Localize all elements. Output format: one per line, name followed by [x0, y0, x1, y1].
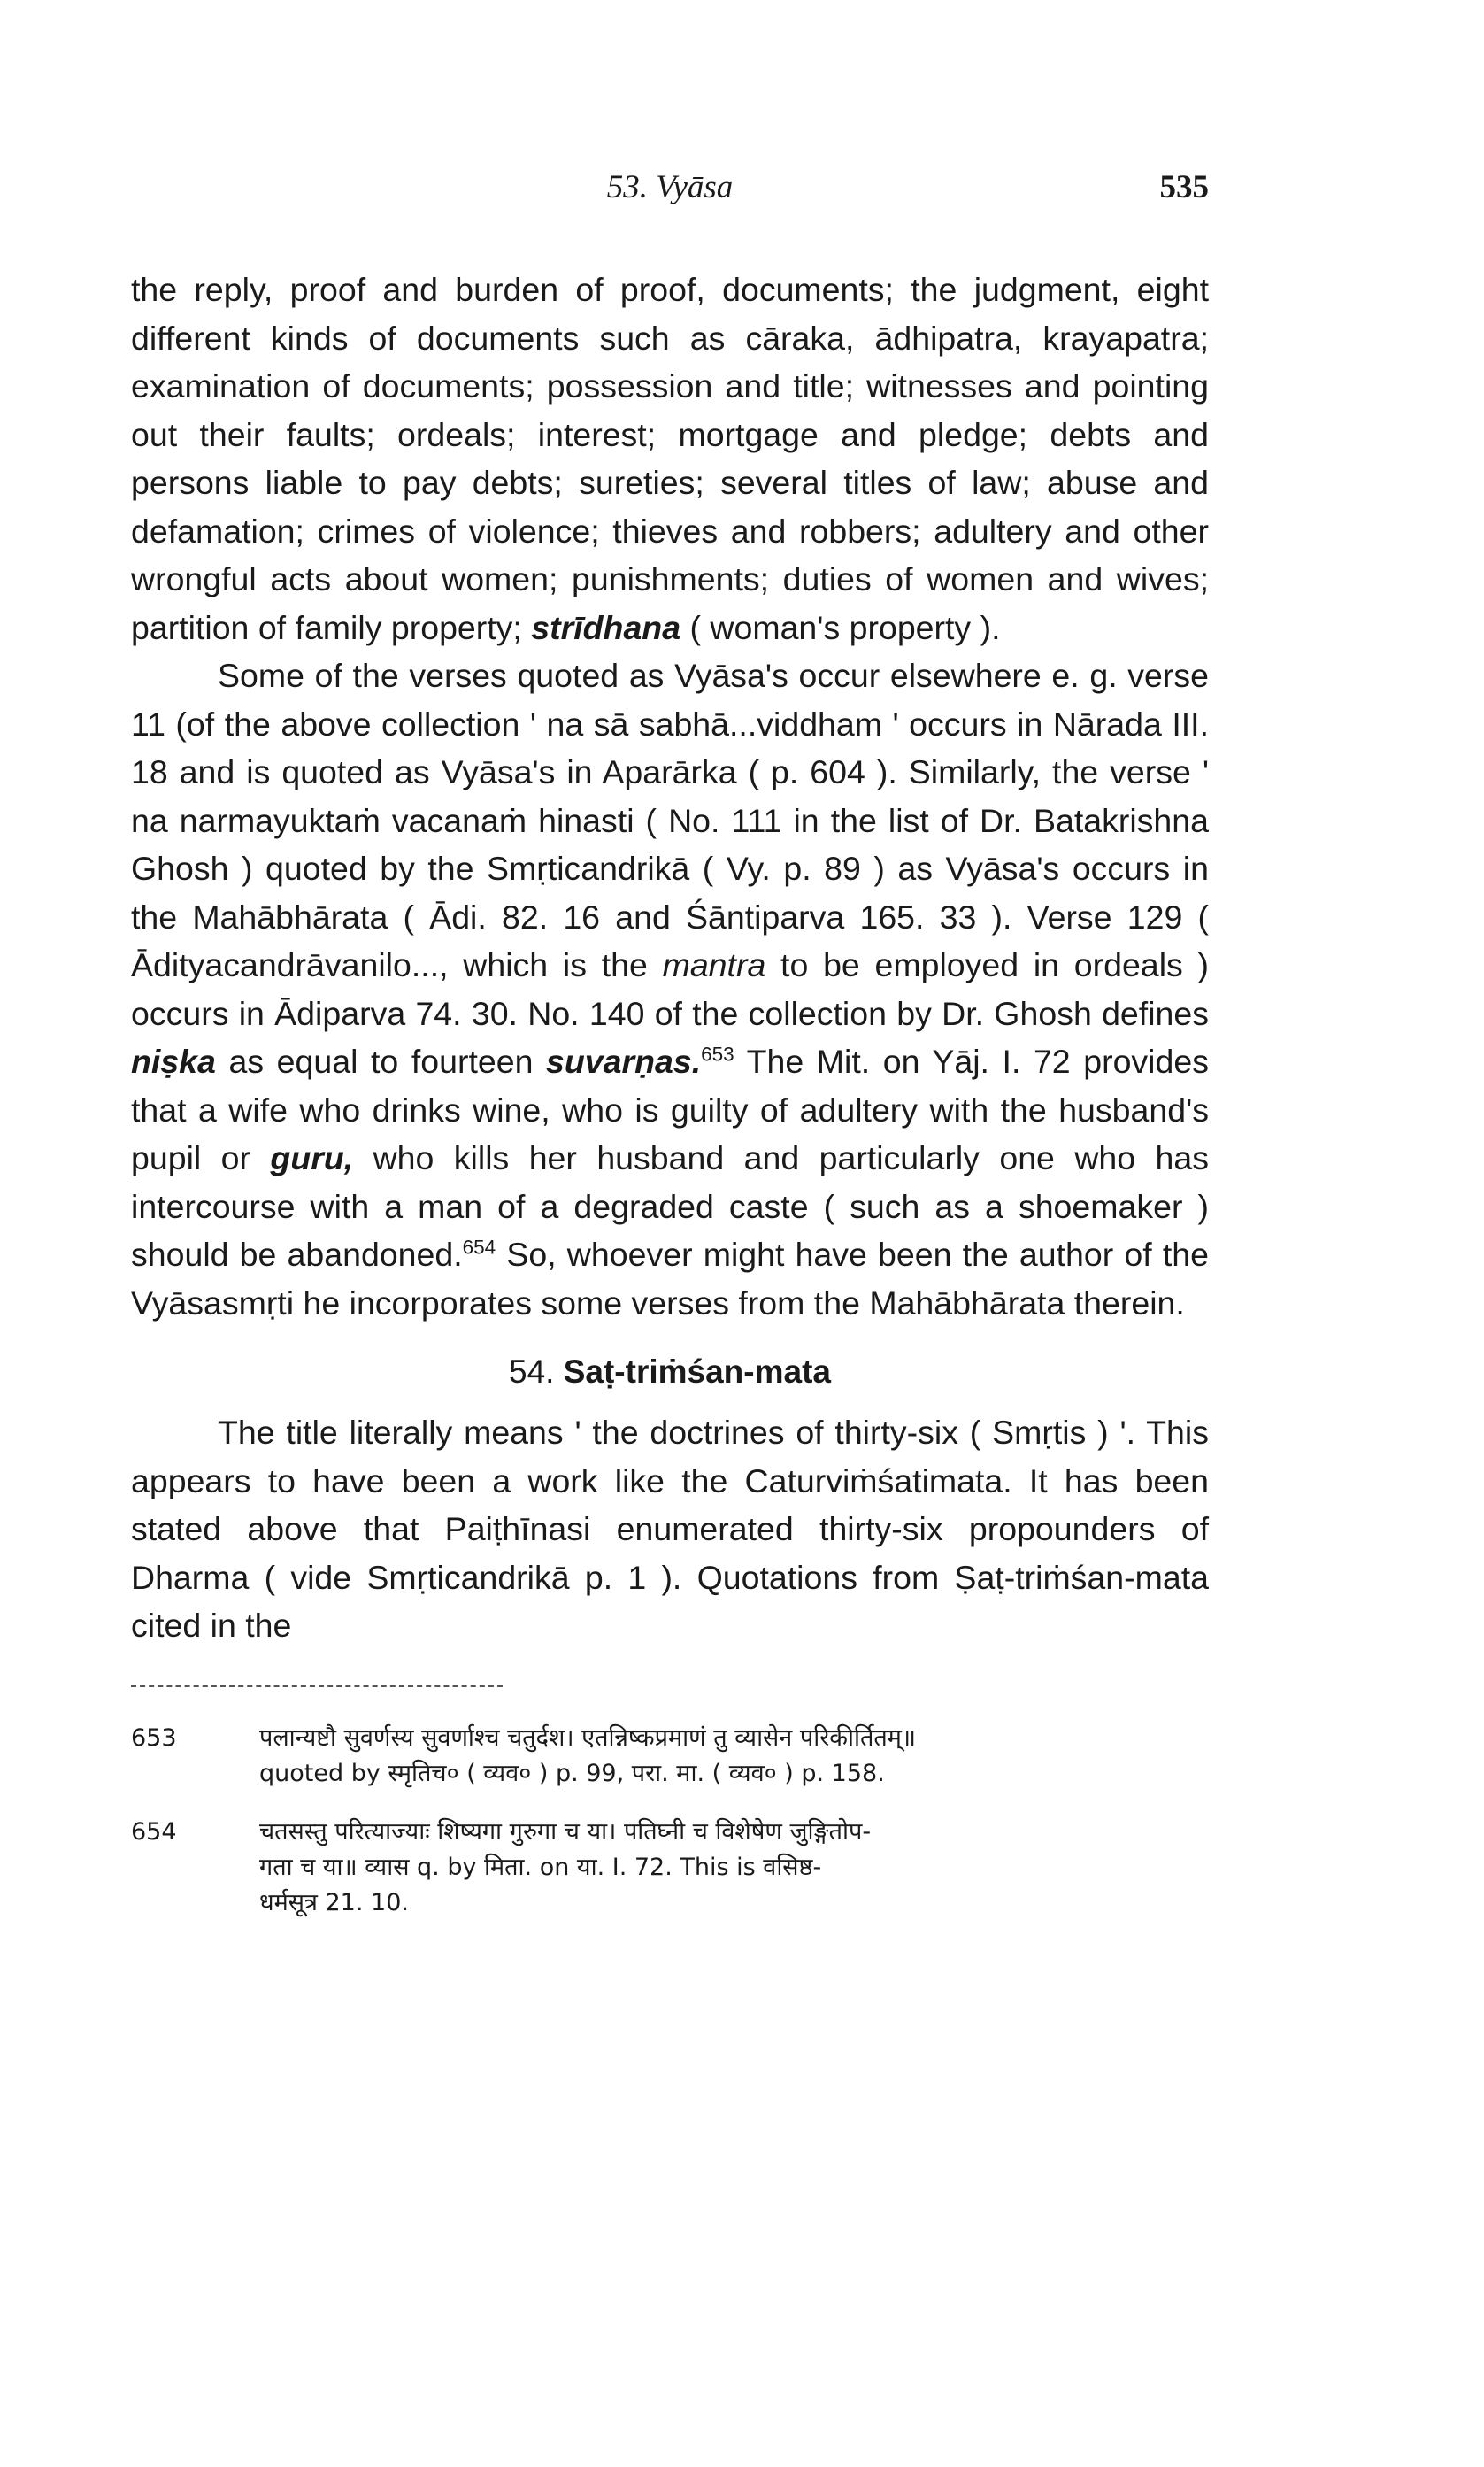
page-number: 535: [1159, 169, 1209, 205]
section-title: Saṭ-triṁśan-mata: [563, 1353, 831, 1390]
paragraph-1-tail: ( woman's property ).: [680, 608, 1001, 646]
footnote-line: पलान्यष्टौ सुवर्णस्य सुवर्णाश्च चतुर्दश। एतन्निष्कप्रमाणं तु व्यासेन परिकीर्तितम्॥: [259, 1723, 917, 1752]
footnote-654: [131, 1815, 1209, 1921]
section-heading: [131, 1353, 1209, 1391]
paragraph-2-part-f: So, whoever might have been the author of the Vyāsasmṛti he incorporates some verses from the Mahābhārata therein.: [131, 1236, 1209, 1322]
running-head: [131, 168, 1209, 221]
section-number: 54.: [509, 1353, 555, 1390]
paragraph-2: [131, 651, 1209, 1327]
footnotes: [131, 1721, 1209, 1921]
footnote-653: [131, 1721, 1209, 1792]
footnote-line: quoted by स्मृतिच० ( व्यव० ) p. 99, परा. मा. ( व्यव० ) p. 158.: [259, 1759, 885, 1787]
term-suvarnas: suvarṇas.: [546, 1043, 702, 1080]
paragraph-2-part-e: who kills her husband and particularly one who has intercourse with a man of a degraded caste ( such as a shoemaker ) should be abandoned.: [131, 1139, 1209, 1273]
paragraph-1: [131, 266, 1209, 651]
paragraph-2-part-d: The Mit. on Yāj. I. 72 provides that a wife who drinks wine, who is guilty of adultery with the husband's pupil or: [131, 1043, 1209, 1176]
footnote-ref-653[interactable]: 653: [701, 1043, 734, 1066]
paragraph-2-part-b: to be employed in ordeals ) occurs in Ādiparva 74. 30. No. 140 of the collection by Dr. Ghosh defines: [131, 946, 1209, 1032]
term-niska: niṣka: [131, 1043, 216, 1080]
term-stridhana: strīdhana: [531, 608, 681, 646]
footnote-line: चतसस्तु परित्याज्याः शिष्यगा गुरुगा च या। पतिघ्नी च विशेषेण जुङ्गितोप-: [259, 1817, 872, 1846]
paragraph-2-part-c: as equal to fourteen: [215, 1043, 547, 1080]
paragraph-3-text: The title literally means ' the doctrines of thirty-six ( Smṛtis ) '. This appears to have been a work like the Caturviṁśatimata. It has been stated above that Paiṭhīnasi enumerated thirty-six propounders of Dharma ( vide Smṛticandrikā p. 1 ). Quotations from Ṣaṭ-triṁśan-mata cited in the: [131, 1414, 1209, 1644]
footnote-line: धर्मसूत्र 21. 10.: [259, 1888, 409, 1916]
footnote-number: 654: [131, 1817, 177, 1846]
paragraph-1-text: the reply, proof and burden of proof, documents; the judgment, eight different kinds of documents such as cāraka, ādhipatra, krayapatra; examination of documents; possession and title; witnesses and pointing out their faults; ordeals; interest; mortgage and pledge; debts and persons liable to pay debts; sureties; several titles of law; abuse and defamation; crimes of violence; thieves and robbers; adultery and other wrongful acts about women; punishments; duties of women and wives; partition of family property;: [131, 271, 1209, 646]
footnote-line: गता च या॥ व्यास q. by मिता. on या. I. 72. This is वसिष्ठ-: [259, 1853, 822, 1881]
running-head-title: 53. Vyāsa: [606, 169, 734, 205]
term-mantra: mantra: [662, 946, 766, 983]
paragraph-3: [131, 1408, 1209, 1650]
footnote-rule: [131, 1685, 503, 1687]
term-guru: guru,: [270, 1139, 354, 1176]
footnote-ref-654[interactable]: 654: [462, 1236, 496, 1259]
book-page: [131, 168, 1209, 1944]
footnote-number: 653: [131, 1723, 177, 1752]
paragraph-2-part-a: Some of the verses quoted as Vyāsa's occur elsewhere e. g. verse 11 (of the above collection ' na sā sabhā...viddham ' occurs in Nārada III. 18 and is quoted as Vyāsa's in Aparārka ( p. 604 ). Similarly, the verse ' na narmayuktaṁ vacanaṁ hinasti ( No. 111 in the list of Dr. Batakrishna Ghosh ) quoted by the Smṛticandrikā ( Vy. p. 89 ) as Vyāsa's occurs in the Mahābhārata ( Ādi. 82. 16 and Śāntiparva 165. 33 ). Verse 129 ( Ādityacandrāvanilo..., which is the: [131, 657, 1209, 983]
